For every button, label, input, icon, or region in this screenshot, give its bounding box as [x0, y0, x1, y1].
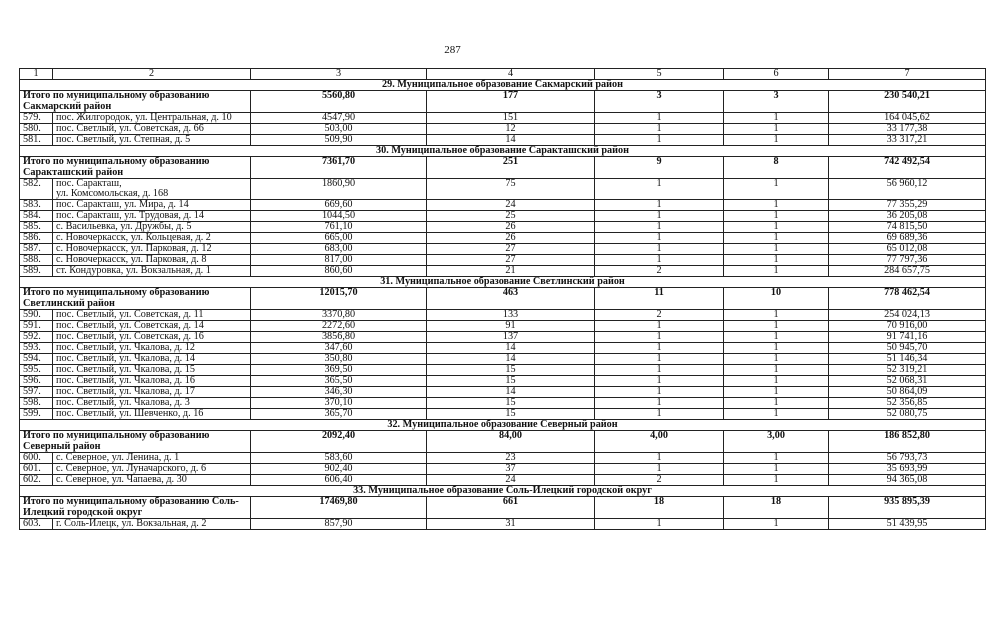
area-cell: 860,60: [251, 266, 427, 277]
area-cell: 902,40: [251, 464, 427, 475]
cost-cell: 56 960,12: [829, 179, 986, 200]
count-cell-6: 1: [724, 398, 829, 409]
row-number: 584.: [20, 211, 53, 222]
count-cell-5: 1: [595, 222, 724, 233]
cost-cell: 91 741,16: [829, 332, 986, 343]
area-cell: 669,60: [251, 200, 427, 211]
cost-cell: 50 945,70: [829, 343, 986, 354]
subtotal-count-6: 10: [724, 288, 829, 310]
count-cell-6: 1: [724, 135, 829, 146]
area-cell: 350,80: [251, 354, 427, 365]
count-cell-5: 2: [595, 266, 724, 277]
area-cell: 370,10: [251, 398, 427, 409]
subtotal-label: Итого по муниципальному образованию Светлинский район: [20, 288, 251, 310]
count-cell-6: 1: [724, 244, 829, 255]
residents-cell: 14: [427, 354, 595, 365]
residents-cell: 24: [427, 200, 595, 211]
row-number: 587.: [20, 244, 53, 255]
section-header-row: [20, 80, 986, 91]
count-cell-5: 1: [595, 321, 724, 332]
section-title: 33. Муниципальное образование Соль-Илецкий городской округ: [20, 486, 986, 497]
count-cell-6: 1: [724, 475, 829, 486]
subtotal-row: [20, 288, 986, 310]
residents-cell: 137: [427, 332, 595, 343]
subtotal-row: [20, 431, 986, 453]
address-cell: [53, 332, 251, 343]
address-text: пос. Светлый, ул. Чкалова, д. 17: [56, 386, 195, 397]
row-number: 600.: [20, 453, 53, 464]
area-cell: 2272,60: [251, 321, 427, 332]
address-cell: [53, 244, 251, 255]
address-cell: [53, 233, 251, 244]
subtotal-label: Итого по муниципальному образованию Соль-Илецкий городской округ: [20, 497, 251, 519]
count-cell-5: 1: [595, 211, 724, 222]
address-text: пос. Саракташ,: [56, 178, 122, 189]
cost-cell: 69 689,36: [829, 233, 986, 244]
area-cell: 3370,80: [251, 310, 427, 321]
count-cell-6: 1: [724, 365, 829, 376]
row-number: 601.: [20, 464, 53, 475]
address-text: пос. Светлый, ул. Советская, д. 14: [56, 320, 204, 331]
residents-cell: 151: [427, 113, 595, 124]
area-cell: 503,00: [251, 124, 427, 135]
address-cell: [53, 255, 251, 266]
table-row: [20, 113, 986, 124]
cost-cell: 77 797,36: [829, 255, 986, 266]
residents-cell: 27: [427, 255, 595, 266]
table-row: [20, 376, 986, 387]
row-number: 583.: [20, 200, 53, 211]
residents-cell: 31: [427, 519, 595, 530]
area-cell: 365,50: [251, 376, 427, 387]
register-table: [19, 68, 986, 530]
address-cell: [53, 124, 251, 135]
subtotal-label: Итого по муниципальному образованию Саракташский район: [20, 157, 251, 179]
address-cell: [53, 179, 251, 200]
row-number: 580.: [20, 124, 53, 135]
count-cell-6: 1: [724, 409, 829, 420]
residents-cell: 23: [427, 453, 595, 464]
address-text: пос. Светлый, ул. Советская, д. 16: [56, 331, 204, 342]
address-cell: [53, 398, 251, 409]
count-cell-6: 1: [724, 124, 829, 135]
row-number: 586.: [20, 233, 53, 244]
address-text: с. Северное, ул. Чапаева, д. 30: [56, 474, 187, 485]
cost-cell: 52 080,75: [829, 409, 986, 420]
address-text: пос. Светлый, ул. Шевченко, д. 16: [56, 408, 204, 419]
address-text: пос. Жилгородок, ул. Центральная, д. 10: [56, 112, 232, 123]
row-number: 592.: [20, 332, 53, 343]
subtotal-cost: 935 895,39: [829, 497, 986, 519]
count-cell-5: 1: [595, 376, 724, 387]
count-cell-5: 1: [595, 409, 724, 420]
count-cell-5: 1: [595, 398, 724, 409]
count-cell-6: 1: [724, 343, 829, 354]
count-cell-6: 1: [724, 222, 829, 233]
table-row: [20, 200, 986, 211]
count-cell-5: 1: [595, 113, 724, 124]
address-text: пос. Саракташ, ул. Мира, д. 14: [56, 199, 189, 210]
cost-cell: 52 356,85: [829, 398, 986, 409]
address-cell: [53, 135, 251, 146]
address-text: пос. Светлый, ул. Чкалова, д. 3: [56, 397, 190, 408]
residents-cell: 14: [427, 387, 595, 398]
area-cell: 665,00: [251, 233, 427, 244]
table-row: [20, 464, 986, 475]
count-cell-6: 1: [724, 376, 829, 387]
count-cell-5: 1: [595, 200, 724, 211]
table-row: [20, 354, 986, 365]
table-row: [20, 387, 986, 398]
count-cell-5: 1: [595, 124, 724, 135]
cost-cell: 74 815,50: [829, 222, 986, 233]
row-number: 588.: [20, 255, 53, 266]
section-header-row: [20, 486, 986, 497]
column-header: 5: [595, 69, 724, 80]
residents-cell: 37: [427, 464, 595, 475]
cost-cell: 52 068,31: [829, 376, 986, 387]
address-cell: [53, 409, 251, 420]
count-cell-6: 1: [724, 464, 829, 475]
count-cell-5: 1: [595, 354, 724, 365]
address-text: с. Новочеркасск, ул. Парковая, д. 12: [56, 243, 212, 254]
cost-cell: 94 365,08: [829, 475, 986, 486]
address-cell: [53, 200, 251, 211]
address-cell: [53, 310, 251, 321]
subtotal-count-6: 18: [724, 497, 829, 519]
cost-cell: 254 024,13: [829, 310, 986, 321]
count-cell-5: 2: [595, 310, 724, 321]
count-cell-5: 1: [595, 519, 724, 530]
table-row: [20, 124, 986, 135]
residents-cell: 15: [427, 398, 595, 409]
address-text: пос. Саракташ, ул. Трудовая, д. 14: [56, 210, 204, 221]
section-title: 32. Муниципальное образование Северный район: [20, 420, 986, 431]
count-cell-6: 1: [724, 266, 829, 277]
subtotal-residents: 463: [427, 288, 595, 310]
area-cell: 857,90: [251, 519, 427, 530]
address-cell: [53, 266, 251, 277]
subtotal-cost: 230 540,21: [829, 91, 986, 113]
address-text: ст. Кондуровка, ул. Вокзальная, д. 1: [56, 265, 211, 276]
section-title: 31. Муниципальное образование Светлинский район: [20, 277, 986, 288]
residents-cell: 25: [427, 211, 595, 222]
count-cell-6: 1: [724, 354, 829, 365]
residents-cell: 14: [427, 135, 595, 146]
count-cell-6: 1: [724, 211, 829, 222]
residents-cell: 91: [427, 321, 595, 332]
address-cell: [53, 343, 251, 354]
column-header: 2: [53, 69, 251, 80]
subtotal-area: 12015,70: [251, 288, 427, 310]
address-cell: [53, 113, 251, 124]
address-cell: [53, 475, 251, 486]
table-row: [20, 310, 986, 321]
subtotal-area: 2092,40: [251, 431, 427, 453]
cost-cell: 51 439,95: [829, 519, 986, 530]
count-cell-5: 1: [595, 332, 724, 343]
address-text: пос. Светлый, ул. Чкалова, д. 14: [56, 353, 195, 364]
cost-cell: 77 355,29: [829, 200, 986, 211]
column-header: 7: [829, 69, 986, 80]
count-cell-5: 1: [595, 365, 724, 376]
subtotal-count-5: 18: [595, 497, 724, 519]
area-cell: 347,60: [251, 343, 427, 354]
area-cell: 365,70: [251, 409, 427, 420]
count-cell-6: 1: [724, 310, 829, 321]
row-number: 590.: [20, 310, 53, 321]
subtotal-residents: 661: [427, 497, 595, 519]
subtotal-area: 7361,70: [251, 157, 427, 179]
subtotal-row: [20, 157, 986, 179]
address-text: пос. Светлый, ул. Чкалова, д. 16: [56, 375, 195, 386]
subtotal-count-6: 8: [724, 157, 829, 179]
subtotal-count-5: 3: [595, 91, 724, 113]
count-cell-6: 1: [724, 332, 829, 343]
address-cell: [53, 453, 251, 464]
address-text: г. Соль-Илецк, ул. Вокзальная, д. 2: [56, 518, 207, 529]
table-row: [20, 255, 986, 266]
cost-cell: 51 146,34: [829, 354, 986, 365]
residents-cell: 26: [427, 222, 595, 233]
row-number: 593.: [20, 343, 53, 354]
section-title: 30. Муниципальное образование Саракташский район: [20, 146, 986, 157]
count-cell-5: 1: [595, 244, 724, 255]
area-cell: 509,90: [251, 135, 427, 146]
table-body: [20, 69, 986, 530]
subtotal-cost: 186 852,80: [829, 431, 986, 453]
column-header: 6: [724, 69, 829, 80]
address-cell: [53, 321, 251, 332]
area-cell: 1044,50: [251, 211, 427, 222]
count-cell-6: 1: [724, 113, 829, 124]
address-cell: [53, 519, 251, 530]
count-cell-5: 1: [595, 233, 724, 244]
count-cell-5: 1: [595, 453, 724, 464]
cost-cell: 33 317,21: [829, 135, 986, 146]
area-cell: 606,40: [251, 475, 427, 486]
column-header: 3: [251, 69, 427, 80]
table-row: [20, 244, 986, 255]
count-cell-5: 1: [595, 464, 724, 475]
subtotal-count-5: 9: [595, 157, 724, 179]
table-row: [20, 233, 986, 244]
count-cell-6: 1: [724, 453, 829, 464]
table-row: [20, 519, 986, 530]
address-cell: [53, 365, 251, 376]
area-cell: 683,00: [251, 244, 427, 255]
row-number: 595.: [20, 365, 53, 376]
table-row: [20, 332, 986, 343]
table-row: [20, 222, 986, 233]
residents-cell: 15: [427, 376, 595, 387]
address-text-line2: ул. Комсомольская, д. 168: [56, 188, 169, 199]
table-row: [20, 321, 986, 332]
row-number: 579.: [20, 113, 53, 124]
row-number: 581.: [20, 135, 53, 146]
row-number: 599.: [20, 409, 53, 420]
area-cell: 583,60: [251, 453, 427, 464]
row-number: 594.: [20, 354, 53, 365]
section-header-row: [20, 277, 986, 288]
address-cell: [53, 376, 251, 387]
subtotal-cost: 778 462,54: [829, 288, 986, 310]
count-cell-6: 1: [724, 255, 829, 266]
subtotal-residents: 251: [427, 157, 595, 179]
count-cell-6: 1: [724, 179, 829, 200]
section-header-row: [20, 146, 986, 157]
address-text: с. Северное, ул. Луначарского, д. 6: [56, 463, 207, 474]
residents-cell: 12: [427, 124, 595, 135]
residents-cell: 14: [427, 343, 595, 354]
count-cell-6: 1: [724, 387, 829, 398]
table-row: [20, 475, 986, 486]
subtotal-area: 17469,80: [251, 497, 427, 519]
residents-cell: 26: [427, 233, 595, 244]
count-cell-6: 1: [724, 321, 829, 332]
table-row: [20, 179, 986, 200]
cost-cell: 50 864,09: [829, 387, 986, 398]
address-cell: [53, 354, 251, 365]
table-row: [20, 266, 986, 277]
table-row: [20, 365, 986, 376]
address-text: с. Северное, ул. Ленина, д. 1: [56, 452, 180, 463]
address-text: пос. Светлый, ул. Степная, д. 5: [56, 134, 191, 145]
cost-cell: 33 177,38: [829, 124, 986, 135]
subtotal-label: Итого по муниципальному образованию Северный район: [20, 431, 251, 453]
table-row: [20, 343, 986, 354]
address-text: с. Новочеркасск, ул. Кольцевая, д. 2: [56, 232, 211, 243]
cost-cell: 56 793,73: [829, 453, 986, 464]
cost-cell: 284 657,75: [829, 266, 986, 277]
cost-cell: 36 205,08: [829, 211, 986, 222]
subtotal-residents: 177: [427, 91, 595, 113]
residents-cell: 75: [427, 179, 595, 200]
area-cell: 346,30: [251, 387, 427, 398]
table-row: [20, 135, 986, 146]
page-number: 287: [444, 44, 461, 56]
table-row: [20, 211, 986, 222]
column-header: 1: [20, 69, 53, 80]
subtotal-area: 5560,80: [251, 91, 427, 113]
subtotal-row: [20, 497, 986, 519]
residents-cell: 27: [427, 244, 595, 255]
row-number: 602.: [20, 475, 53, 486]
subtotal-count-5: 4,00: [595, 431, 724, 453]
cost-cell: 65 012,08: [829, 244, 986, 255]
table-row: [20, 453, 986, 464]
row-number: 596.: [20, 376, 53, 387]
row-number: 597.: [20, 387, 53, 398]
count-cell-5: 1: [595, 179, 724, 200]
column-header: 4: [427, 69, 595, 80]
residents-cell: 21: [427, 266, 595, 277]
subtotal-row: [20, 91, 986, 113]
address-cell: [53, 211, 251, 222]
address-cell: [53, 387, 251, 398]
address-text: пос. Светлый, ул. Советская, д. 11: [56, 309, 204, 320]
row-number: 589.: [20, 266, 53, 277]
count-cell-5: 1: [595, 343, 724, 354]
area-cell: 1860,90: [251, 179, 427, 200]
count-cell-5: 1: [595, 135, 724, 146]
subtotal-label: Итого по муниципальному образованию Сакмарский район: [20, 91, 251, 113]
address-text: пос. Светлый, ул. Чкалова, д. 15: [56, 364, 195, 375]
area-cell: 4547,90: [251, 113, 427, 124]
cost-cell: 70 916,00: [829, 321, 986, 332]
cost-cell: 52 319,21: [829, 365, 986, 376]
count-cell-6: 1: [724, 200, 829, 211]
area-cell: 369,50: [251, 365, 427, 376]
table-row: [20, 398, 986, 409]
subtotal-residents: 84,00: [427, 431, 595, 453]
residents-cell: 15: [427, 409, 595, 420]
table-row: [20, 409, 986, 420]
area-cell: 817,00: [251, 255, 427, 266]
subtotal-count-6: 3,00: [724, 431, 829, 453]
address-text: пос. Светлый, ул. Советская, д. 66: [56, 123, 204, 134]
cost-cell: 35 693,99: [829, 464, 986, 475]
row-number: 603.: [20, 519, 53, 530]
row-number: 585.: [20, 222, 53, 233]
address-text: с. Новочеркасск, ул. Парковая, д. 8: [56, 254, 207, 265]
address-cell: [53, 464, 251, 475]
count-cell-6: 1: [724, 519, 829, 530]
section-header-row: [20, 420, 986, 431]
cost-cell: 164 045,62: [829, 113, 986, 124]
row-number: 582.: [20, 179, 53, 200]
count-cell-6: 1: [724, 233, 829, 244]
count-cell-5: 2: [595, 475, 724, 486]
residents-cell: 133: [427, 310, 595, 321]
section-title: 29. Муниципальное образование Сакмарский район: [20, 80, 986, 91]
address-text: пос. Светлый, ул. Чкалова, д. 12: [56, 342, 195, 353]
residents-cell: 15: [427, 365, 595, 376]
address-cell: [53, 222, 251, 233]
area-cell: 761,10: [251, 222, 427, 233]
area-cell: 3856,80: [251, 332, 427, 343]
subtotal-count-5: 11: [595, 288, 724, 310]
subtotal-cost: 742 492,54: [829, 157, 986, 179]
row-number: 598.: [20, 398, 53, 409]
count-cell-5: 1: [595, 255, 724, 266]
column-header-row: [20, 69, 986, 80]
address-text: с. Васильевка, ул. Дружбы, д. 5: [56, 221, 192, 232]
subtotal-count-6: 3: [724, 91, 829, 113]
residents-cell: 24: [427, 475, 595, 486]
count-cell-5: 1: [595, 387, 724, 398]
row-number: 591.: [20, 321, 53, 332]
